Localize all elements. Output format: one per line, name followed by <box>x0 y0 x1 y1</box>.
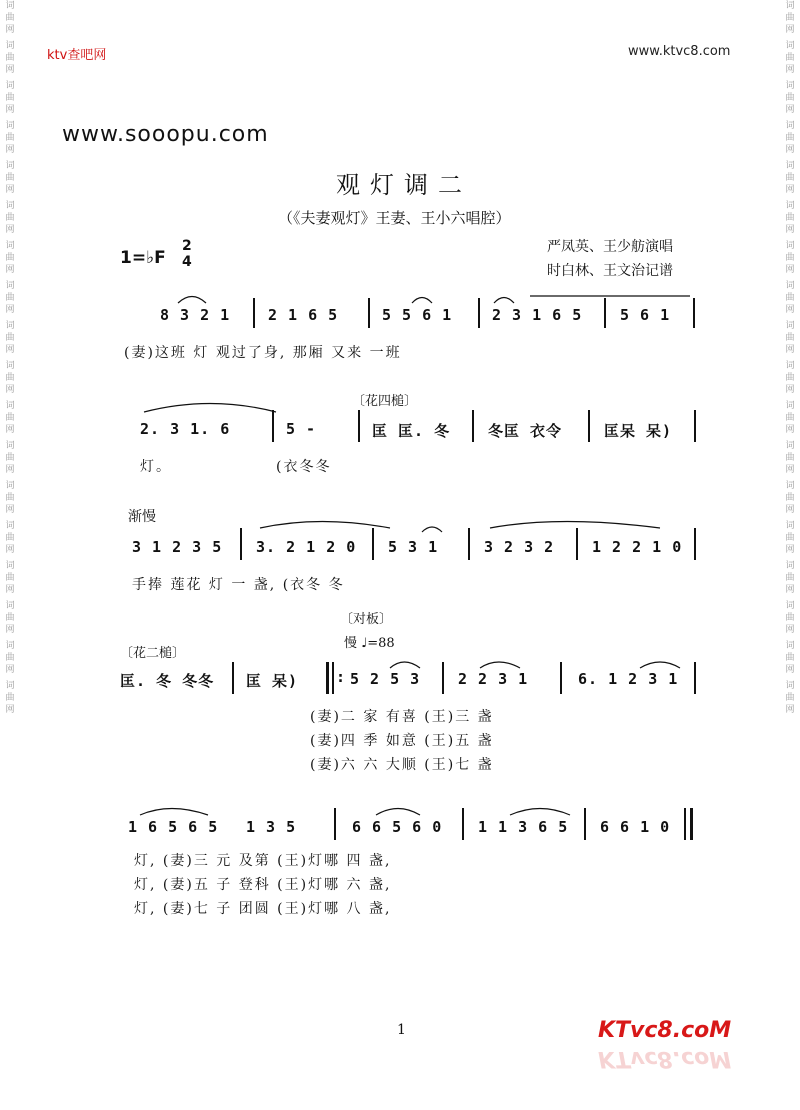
verse-s5-1: 灯, (妻)三 元 及第 (王)灯哪 四 盏, <box>134 853 392 869</box>
side-watermark-text: 词 曲 网 <box>5 641 15 675</box>
side-watermark-text: 词 曲 网 <box>5 481 15 515</box>
notes-s3-m4: 3 2 3 2 <box>484 538 555 556</box>
side-watermark-text: 词 曲 网 <box>785 121 795 155</box>
verse-s4-2: (妻)四 季 如意 (王)五 盏 <box>310 733 494 749</box>
notes-s3-m5: 1 2 2 1 0 <box>592 538 683 556</box>
side-watermark-text: 词 曲 网 <box>5 321 15 355</box>
side-watermark-text: 词 曲 网 <box>5 681 15 715</box>
footer-logo: KTvc8.coM <box>598 1018 732 1043</box>
side-watermark-text: 词 曲 网 <box>5 561 15 595</box>
verse-s5-2: 灯, (妻)五 子 登科 (王)灯哪 六 盏, <box>134 877 392 893</box>
page-title: 观灯调二 <box>336 171 472 199</box>
side-watermark-text: 词 曲 网 <box>785 681 795 715</box>
notes-s5-m5: 6 6 1 0 <box>600 818 671 836</box>
side-watermark-text: 词 曲 网 <box>785 281 795 315</box>
notes-s3-m2: 3. 2 1 2 0 <box>256 538 357 556</box>
side-watermark-text: 词 曲 网 <box>785 321 795 355</box>
notes-s1-m4: 2 3 1 6 5 <box>492 306 583 324</box>
notes-s2-m4: 冬匡 衣令 <box>488 422 563 440</box>
notes-s4-m3: 5 2 5 3 <box>350 670 421 688</box>
notes-s2-m5: 匡呆 呆) <box>604 422 673 440</box>
notes-s1-m3: 5 5 6 1 <box>382 306 453 324</box>
time-signature-top: 2 <box>182 238 192 254</box>
notes-s4-m1: 匡. 冬 冬冬 <box>120 672 215 690</box>
verse-s4-3: (妻)六 六 大顺 (王)七 盏 <box>310 757 494 773</box>
notes-s2-m2: 5 - <box>286 420 317 438</box>
side-watermark-text: 词 曲 网 <box>785 561 795 595</box>
section-label-hua-si-chui: 〔花四槌〕 <box>352 394 418 409</box>
credit-transcribers: 时白林、王文治记谱 <box>547 263 673 279</box>
tempo-mark: 慢 ♩=88 <box>344 636 395 651</box>
notes-s4-m4: 2 2 3 1 <box>458 670 529 688</box>
side-watermark-text: 词 曲 网 <box>5 441 15 475</box>
tempo-gradually-slow: 渐慢 <box>128 509 156 525</box>
header-brand: ktv查吧网 <box>47 48 107 63</box>
side-watermark-text: 词 曲 网 <box>5 401 15 435</box>
notes-s5-m3: 6 6 5 6 0 <box>352 818 443 836</box>
side-watermark-text: 词 曲 网 <box>785 81 795 115</box>
notes-s1-m1: 8 3 2 1 <box>160 306 231 324</box>
notes-s3-m1: 3 1 2 3 5 <box>132 538 223 556</box>
side-watermark-text: 词 曲 网 <box>5 521 15 555</box>
watermark-site: www.sooopu.com <box>62 122 269 147</box>
notes-s5-m4: 1 1 3 6 5 <box>478 818 569 836</box>
lyrics-s1: (妻)这班 灯 观过了身, 那厢 又来 一班 <box>124 345 402 361</box>
notes-s5-m2: 1 3 5 <box>246 818 297 836</box>
page-number: 1 <box>397 1022 406 1038</box>
repeat-dots: : <box>336 668 347 686</box>
header-url: www.ktvc8.com <box>628 44 731 59</box>
page-subtitle: （《夫妻观灯》王妻、王小六唱腔） <box>278 209 511 227</box>
time-signature-bottom: 4 <box>182 254 192 270</box>
side-watermark-text: 词 曲 网 <box>785 41 795 75</box>
notes-s1-m5: 5 6 1 <box>620 306 671 324</box>
side-watermark-text: 词 曲 网 <box>5 1 15 35</box>
side-watermark-text: 词 曲 网 <box>785 201 795 235</box>
lyrics-s2-percussion: (衣冬冬 <box>276 459 332 475</box>
verse-s4-1: (妻)二 家 有喜 (王)三 盏 <box>310 709 494 725</box>
side-watermark-text: 词 曲 网 <box>785 521 795 555</box>
footer-logo-reflection: KTvc8.coM <box>598 1046 732 1071</box>
side-watermark-text: 词 曲 网 <box>5 81 15 115</box>
lyrics-s3: 手捧 莲花 灯 一 盏, (衣冬 冬 <box>132 577 345 593</box>
notes-s4-m2: 匡 呆) <box>246 672 299 690</box>
key-signature: 1=♭F <box>120 248 166 268</box>
side-watermark-text: 词 曲 网 <box>5 201 15 235</box>
notes-s5-m1: 1 6 5 6 5 <box>128 818 219 836</box>
side-watermark-text: 词 曲 网 <box>5 241 15 275</box>
notes-s2-m3: 匡 匡. 冬 <box>372 422 451 440</box>
side-watermark-text: 词 曲 网 <box>5 121 15 155</box>
notes-s3-m3: 5 3 1 <box>388 538 439 556</box>
section-label-hua-er-chui: 〔花二槌〕 <box>120 646 186 661</box>
side-watermark-text: 词 曲 网 <box>785 161 795 195</box>
notes-s1-m2: 2 1 6 5 <box>268 306 339 324</box>
side-watermark-text: 词 曲 网 <box>785 441 795 475</box>
side-watermark-text: 词 曲 网 <box>5 361 15 395</box>
side-watermark-text: 词 曲 网 <box>5 281 15 315</box>
side-watermark-text: 词 曲 网 <box>785 1 795 35</box>
side-watermark-text: 词 曲 网 <box>785 481 795 515</box>
side-watermark-text: 词 曲 网 <box>785 361 795 395</box>
verse-s5-3: 灯, (妻)七 子 团圆 (王)灯哪 八 盏, <box>134 901 392 917</box>
section-label-dui-ban: 〔对板〕 <box>340 612 393 627</box>
credit-performers: 严凤英、王少舫演唱 <box>547 239 673 255</box>
side-watermark-text: 词 曲 网 <box>5 161 15 195</box>
side-watermark-text: 词 曲 网 <box>785 241 795 275</box>
side-watermark-text: 词 曲 网 <box>5 41 15 75</box>
notes-s4-m5: 6. 1 2 3 1 <box>578 670 679 688</box>
lyrics-s2: 灯。 <box>140 459 172 475</box>
side-watermark-text: 词 曲 网 <box>785 401 795 435</box>
side-watermark-text: 词 曲 网 <box>5 601 15 635</box>
side-watermark-text: 词 曲 网 <box>785 601 795 635</box>
notes-s2-m1: 2. 3 1. 6 <box>140 420 231 438</box>
side-watermark-text: 词 曲 网 <box>785 641 795 675</box>
